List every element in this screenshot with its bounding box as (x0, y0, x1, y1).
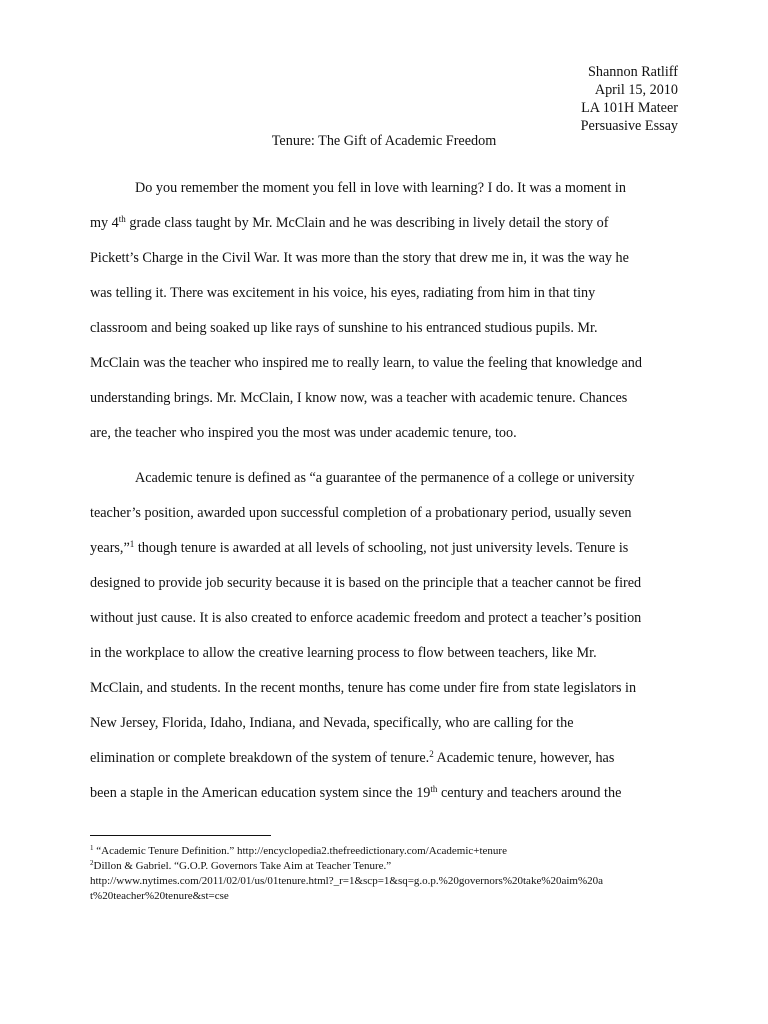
author-header (581, 63, 678, 135)
paragraph-1-line-3: Pickett’s Charge in the Civil War. It was more than the story that drew me in, it was the way he (90, 250, 629, 266)
paragraph-2-line-4: designed to provide job security because it is based on the principle that a teacher cannot be fired (90, 575, 642, 591)
ordinal-superscript: th (118, 214, 126, 224)
paragraph-2-line-10 (90, 784, 621, 802)
text-run: century and teachers around the (437, 785, 622, 801)
paragraph-1-line-5: classroom and being soaked up like rays of sunshine to his entranced studious pupils. Mr. (90, 320, 598, 336)
footnote-text: Dillon & Gabriel. “G.O.P. Governors Take Aim at Teacher Tenure.” (93, 860, 392, 872)
paragraph-2-line-2: teacher’s position, awarded upon successful completion of a probationary period, usually seven (90, 505, 632, 521)
assignment-type: Persuasive Essay (580, 118, 678, 134)
paragraph-2-line-7: McClain, and students. In the recent months, tenure has come under fire from state legislators in (90, 680, 637, 696)
text-run: my 4 (90, 215, 119, 231)
footnote-separator (90, 835, 271, 836)
text-run: grade class taught by Mr. McClain and he was describing in lively detail the story of (125, 215, 609, 231)
text-run: elimination or complete breakdown of the system of tenure. (90, 750, 430, 766)
essay-date: April 15, 2010 (594, 82, 678, 98)
footnote-1 (90, 844, 507, 858)
paragraph-1-line-7: understanding brings. Mr. McClain, I know now, was a teacher with academic tenure. Chances (90, 390, 628, 406)
paragraph-1-line-8: are, the teacher who inspired you the most was under academic tenure, too. (90, 425, 517, 441)
paragraph-2-line-3 (90, 539, 628, 557)
paragraph-1-line-2 (90, 214, 608, 232)
footnote-2-url-line-2: t%20teacher%20tenure&st=cse (90, 890, 229, 902)
text-run: though tenure is awarded at all levels of schooling, not just university levels. Tenure is (134, 540, 629, 556)
footnote-2-url-line-1: http://www.nytimes.com/2011/02/01/us/01tenure.html?_r=1&scp=1&sq=g.o.p.%20governors%20take%20aim%20a (90, 875, 604, 887)
paragraph-2-line-6: in the workplace to allow the creative learning process to flow between teachers, like Mr. (90, 645, 597, 661)
text-run: Academic tenure, however, has (433, 750, 615, 766)
footnote-number: 1 (90, 844, 94, 852)
footnote-2 (90, 859, 391, 873)
course-name: LA 101H Mateer (581, 100, 678, 116)
paragraph-1-line-6: McClain was the teacher who inspired me to really learn, to value the feeling that knowledge and (90, 355, 642, 371)
footnote-ref-2: 2 (429, 749, 434, 759)
paragraph-2-line-8: New Jersey, Florida, Idaho, Indiana, and Nevada, specifically, who are calling for the (90, 715, 574, 731)
author-name: Shannon Ratliff (588, 64, 678, 80)
paragraph-1-line-1: Do you remember the moment you fell in love with learning? I do. It was a moment in (135, 180, 626, 196)
text-run: years,” (90, 540, 130, 556)
footnote-text: “Academic Tenure Definition.” http://encyclopedia2.thefreedictionary.com/Academic+tenure (93, 845, 507, 857)
paragraph-2-line-1: Academic tenure is defined as “a guarantee of the permanence of a college or university (135, 470, 635, 486)
paragraph-2-line-5: without just cause. It is also created to enforce academic freedom and protect a teacher’s position (90, 610, 642, 626)
footnote-number: 2 (90, 859, 94, 867)
paragraph-2-line-9 (90, 749, 614, 767)
text-run: been a staple in the American education system since the 19 (90, 785, 431, 801)
essay-title: Tenure: The Gift of Academic Freedom (271, 133, 497, 149)
footnote-ref-1: 1 (129, 539, 135, 549)
ordinal-superscript: th (430, 784, 438, 794)
paragraph-1-line-4: was telling it. There was excitement in his voice, his eyes, radiating from him in that tiny (90, 285, 596, 301)
